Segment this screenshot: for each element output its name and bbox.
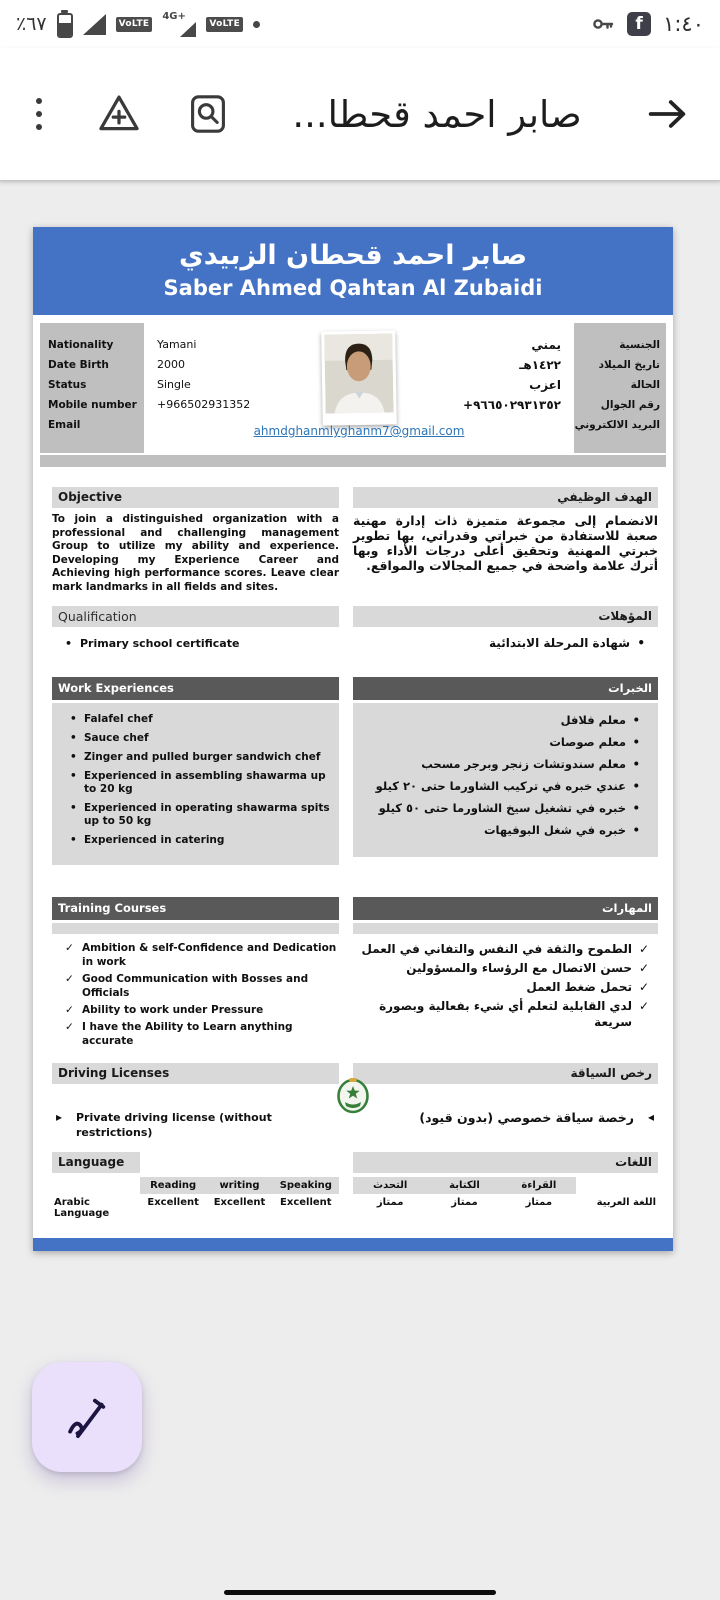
notification-dot-icon <box>253 21 260 28</box>
driving-list-en <box>52 1110 339 1140</box>
work-item: • معلم سندوتشات زنجر وبرجر مسحب <box>361 757 650 771</box>
back-arrow-icon[interactable] <box>644 91 690 137</box>
personal-info-section <box>40 323 666 467</box>
work-item: • معلم صوصات <box>361 735 650 749</box>
objective-text-ar: الانضمام إلى مجموعة متميزة ذات إدارة مهنية صعبة للاستفادة من خبراتي وقدراتي، بها تطوير خبرتي المهنية وتحقيق أعلى درجات الأداء وبها أترك علامة واضحة في جميع المجالات والمواقع. <box>353 513 658 573</box>
info-value-en: Single <box>157 378 191 391</box>
email-row <box>151 420 567 439</box>
skill-item: ✓ تحمل ضغط العمل <box>353 979 658 995</box>
training-item: ✓ Ambition & self-Confidence and Dedication in work <box>52 941 339 969</box>
work-item: • خبره في شغل البوفيهات <box>361 823 650 837</box>
info-bottom-strip <box>40 455 666 467</box>
annotate-fab[interactable] <box>32 1362 142 1472</box>
objective-section <box>33 487 673 594</box>
battery-percent-label: ٪٦٧ <box>16 13 47 35</box>
info-value-ar: +٩٦٦٥٠٢٩٣١٣٥٢ <box>463 398 561 412</box>
battery-icon <box>57 10 73 38</box>
traffic-police-emblem <box>336 1076 370 1118</box>
facebook-notification-icon <box>627 12 651 36</box>
more-options-icon[interactable] <box>30 92 48 136</box>
driving-item: ▸ رخصة سياقة خصوصي (بدون قيود) <box>353 1110 658 1125</box>
objective-text-en: To join a distinguished organization with a professional and challenging management Group to utilize my ability and experience. Developing my Experience Career and Achieving high performance scores. Leave clear mark landmarks in all fields and sites. <box>52 513 339 593</box>
driving-list-ar <box>353 1110 658 1125</box>
work-item: • معلم فلافل <box>361 713 650 727</box>
training-strip <box>52 923 339 934</box>
language-levels-en <box>140 1194 339 1222</box>
driving-title-ar: رخص السياقة <box>353 1063 658 1084</box>
qualification-list-en <box>52 636 339 651</box>
document-title: صابر احمد قحطا... <box>292 92 582 136</box>
work-title-en: Work Experiences <box>52 677 339 700</box>
training-title-en: Training Courses <box>52 897 339 920</box>
signature-pen-icon <box>60 1390 114 1444</box>
skill-item: ✓ حسن الاتصال مع الرؤساء والمسؤولين <box>353 960 658 976</box>
work-item: • Experienced in catering <box>60 834 331 847</box>
qualification-item: • Primary school certificate <box>52 636 339 651</box>
language-table-corner-ar <box>576 1177 658 1194</box>
email-link[interactable]: ahmdghanmlyghanm7@gmail.com <box>253 424 465 438</box>
objective-title-ar: الهدف الوظيفي <box>353 487 658 508</box>
language-headers-ar <box>353 1177 576 1194</box>
language-level-cell: ممتاز <box>451 1197 478 1208</box>
language-table-en <box>52 1177 339 1222</box>
work-item: • خبره في تشغيل سيخ الشاورما حتى ٥٠ كيلو <box>361 801 650 815</box>
info-label-ar: الجنسية <box>619 339 660 351</box>
info-label-en: Email <box>48 419 81 431</box>
language-table-corner <box>52 1177 140 1194</box>
info-value-en: Yamani <box>157 338 197 351</box>
info-value-en: 2000 <box>157 358 185 371</box>
status-left-cluster <box>16 10 260 38</box>
resume-page <box>33 227 673 1251</box>
language-level-cell: Excellent <box>147 1197 199 1208</box>
clock-label: ١:٤٠ <box>663 12 704 36</box>
language-row-label-ar: اللغة العربية <box>596 1197 656 1208</box>
language-header-cell: Reading <box>140 1177 206 1194</box>
info-label-ar: الحالة <box>630 379 660 391</box>
work-list-en <box>52 703 339 865</box>
language-level-cell: ممتاز <box>376 1197 404 1208</box>
objective-title-en: Objective <box>52 487 339 508</box>
add-to-drive-icon[interactable] <box>96 91 142 137</box>
language-row-label-en: Arabic Language <box>54 1197 110 1219</box>
search-in-document-icon[interactable] <box>186 92 230 136</box>
training-item: ✓ I have the Ability to Learn anything accurate <box>52 1020 339 1048</box>
driving-item: ▸ Private driving license (without restrictions) <box>52 1110 339 1140</box>
mobile-data-4g-icon <box>162 11 196 37</box>
volte-icon-secondary: VoLTE <box>206 17 243 32</box>
status-bar <box>0 0 720 48</box>
info-label-en: Mobile number <box>48 399 137 411</box>
language-section <box>33 1152 673 1222</box>
qualification-section <box>33 606 673 651</box>
language-header-cell: القراءة <box>502 1177 576 1194</box>
resume-header <box>33 227 673 315</box>
qualification-title-ar: المؤهلات <box>353 606 658 627</box>
work-list-ar <box>353 703 658 857</box>
info-value-ar: اعزب <box>529 378 561 392</box>
language-title-en: Language <box>52 1152 140 1173</box>
language-headers-en <box>140 1177 339 1194</box>
gesture-bar[interactable] <box>224 1590 496 1595</box>
info-label-en: Nationality <box>48 339 114 351</box>
qualification-list-ar <box>353 636 658 651</box>
network-type-label: 4G+ <box>162 11 186 22</box>
info-labels-ar-panel <box>574 323 666 453</box>
training-item: ✓ Good Communication with Bosses and Officials <box>52 972 339 1000</box>
skills-list-ar <box>353 941 658 1030</box>
skills-strip <box>353 923 658 934</box>
info-values-area <box>151 323 567 453</box>
work-item: • Zinger and pulled burger sandwich chef <box>60 751 331 764</box>
language-levels-ar <box>353 1194 576 1211</box>
info-label-ar: البريد الالكتروني <box>574 419 660 431</box>
work-item: • Experienced in assembling shawarma up to 20 kg <box>60 770 331 796</box>
language-level-cell: Excellent <box>280 1197 332 1208</box>
profile-photo <box>321 330 397 425</box>
language-header-cell: التحدث <box>353 1177 427 1194</box>
language-level-cell: ممتاز <box>525 1197 553 1208</box>
info-value-ar: يمني <box>531 338 561 352</box>
skill-item: ✓ الطموح والثقة في النفس والتفاني في العمل <box>353 941 658 957</box>
work-item: • Sauce chef <box>60 732 331 745</box>
work-item: • Experienced in operating shawarma spits up to 50 kg <box>60 802 331 828</box>
training-list-en <box>52 941 339 1048</box>
training-item: ✓ Ability to work under Pressure <box>52 1003 339 1017</box>
resume-name-english: Saber Ahmed Qahtan Al Zubaidi <box>163 276 543 300</box>
language-title-ar: اللغات <box>353 1152 658 1173</box>
driving-section <box>33 1063 673 1140</box>
work-item: • Falafel chef <box>60 713 331 726</box>
work-section <box>33 677 673 865</box>
info-value-en: +966502931352 <box>157 398 251 411</box>
language-header-cell: Speaking <box>273 1177 339 1194</box>
info-label-en: Date Birth <box>48 359 109 371</box>
status-right-cluster <box>591 12 704 36</box>
driving-title-en: Driving Licenses <box>52 1063 339 1084</box>
signal-strength-icon <box>83 14 106 35</box>
skills-title-ar: المهارات <box>353 897 658 920</box>
qualification-title-en: Qualification <box>52 606 339 627</box>
skill-item: ✓ لدي القابلية لتعلم أي شيء بفعالية وبصورة سريعة <box>353 998 658 1030</box>
work-title-ar: الخبرات <box>353 677 658 700</box>
language-table-ar <box>353 1177 658 1211</box>
info-label-ar: رقم الجوال <box>600 399 660 411</box>
qualification-item: • شهادة المرحلة الابتدائية <box>353 636 658 651</box>
language-header-cell: writing <box>206 1177 272 1194</box>
info-labels-en-panel <box>40 323 144 453</box>
language-level-cell: Excellent <box>213 1197 266 1208</box>
resume-name-arabic: صابر احمد قحطان الزبيدي <box>178 240 528 271</box>
work-item: • عندي خبره في تركيب الشاورما حتى ٢٠ كيلو <box>361 779 650 793</box>
page-footer-bar <box>33 1238 673 1251</box>
language-header-cell: الكتابة <box>427 1177 501 1194</box>
info-label-ar: تاريخ الميلاد <box>598 359 660 371</box>
training-section <box>33 897 673 1051</box>
info-value-ar: ١٤٢٢هـ <box>519 358 561 372</box>
info-label-en: Status <box>48 379 87 391</box>
signal-triangle-icon <box>180 22 196 37</box>
volte-icon: VoLTE <box>116 17 153 32</box>
app-toolbar <box>0 48 720 180</box>
key-icon <box>591 12 615 36</box>
